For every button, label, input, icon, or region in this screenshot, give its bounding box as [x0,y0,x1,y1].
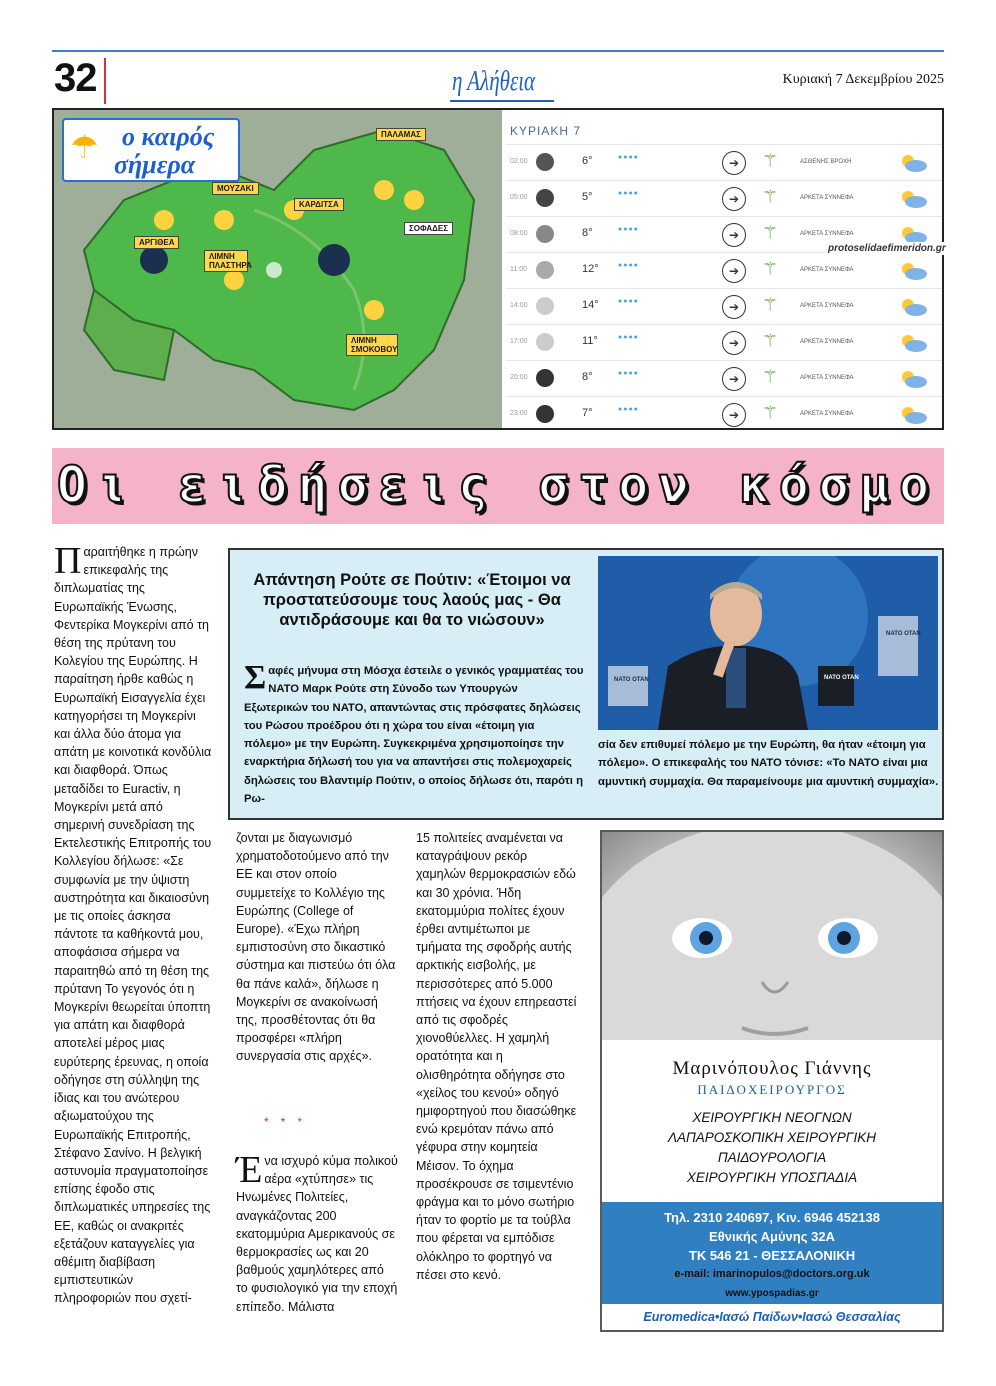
forecast-condition: ΑΡΚΕΤΑ ΣΥΝΝΕΦΑ [800,375,854,381]
windmill-icon: ⚚ [762,151,779,171]
forecast-temp: 14° [582,299,599,311]
sky-icon [536,153,554,171]
article-mogherini-continued: ζονται με διαγωνισμό χρηματοδοτούμενο από την ΕΕ και στον οποίο συμμετείχε το Κολλέγιο της Ευρώπης (College of Europe). «Έχω πλήρη εμπιστοσύνη στο δικαστικό σύστημα και πιστεύω ότι όλα θα πάνε καλά», δήλωσε η Μογκερίνι σε ανακοίνωσή της, προσθέτοντας ότι θα προσφέρει «πλήρη συνεργασία στις αρχές». [236,831,396,1064]
ad-footer: Euromedica•Ιασώ Παίδων•Ιασώ Θεσσαλίας [643,1310,901,1324]
forecast-condition: ΑΡΚΕΤΑ ΣΥΝΝΕΦΑ [800,339,854,345]
sky-icon [536,297,554,315]
address: Εθνικής Αμύνης 32Α [709,1229,835,1244]
cloud-icon [898,261,928,281]
separator-stars: *** [264,1115,315,1129]
logo-line2: σήμερα [114,150,196,179]
forecast-condition: ΑΡΚΕΤΑ ΣΥΝΝΕΦΑ [800,195,854,201]
doctor-advertisement [600,830,944,1332]
windmill-icon: ⚚ [762,403,779,423]
article-cold-wave-continued: 15 πολιτείες αναμένεται να καταγράψουν ρεκόρ χαμηλών θερμοκρασιών εδώ και 30 χρόνια. Ήδη εκατομμύρια πολίτες έχουν έρθει αντιμέτωποι με τμήματα της σφοδρής αυτής αρκτικής εισβολής, με περισσότερες από 5.000 πτήσεις να έχουν επηρεαστεί από τις σφοδρές χιονοθύελλες. Η χαμηλή ορατότητα και η ολισθηρότητα οδήγησε στο «χείλος του κενού» οδηγό ημιφορτηγού που διασώθηκε ενώ κρεμόταν πάνω από γέφυρα στην κομητεία Μέισον. Το όχημα προσέκρουσε σε τσιμεντένιο φράγμα και το μόνο σωτήριο ήταν το φορτίο με τα τούβλα που φέρεται να εμπόδισε ολόκληρο το φορτηγό να πέσει στο κενό. [416,831,577,1282]
article-text: να ισχυρό κύμα πολικού αέρα «χτύπησε» τις Ηνωμένες Πολιτείες, αναγκάζοντας 200 εκατομμύρια Αμερικανούς σε θερμοκρασίες ως και 20 βαθμούς χαμηλότερες από το φυσιολογικό για την εποχή επίπεδο. Μάλιστα [236,1154,398,1314]
rutte-photo [598,556,938,730]
forecast-condition: ΑΡΚΕΤΑ ΣΥΝΝΕΦΑ [800,231,854,237]
wind-direction-icon: ➔ [722,151,746,175]
sky-icon [536,261,554,279]
forecast-temp: 8° [582,371,593,383]
wind-direction-icon: ➔ [722,223,746,247]
nato-sign: NATO OTAN [614,677,649,683]
humidity-info: ●●●● [618,262,639,269]
forecast-condition: ΑΣΘΕΝΗΣ ΒΡΟΧΗ [800,159,852,165]
city-label: ΛΙΜΝΗ ΠΛΑΣΤΗΡΑ [204,250,248,272]
city-label: ΠΑΛΑΜΑΣ [376,128,426,141]
service-item: ΧΕΙΡΟΥΡΓΙΚΗ ΝΕΟΓΝΩΝ [692,1110,852,1125]
doctor-name: Μαρινόπουλος Γιάννης [672,1058,872,1079]
weather-logo [62,118,240,182]
forecast-temp: 12° [582,263,599,275]
sky-icon [536,369,554,387]
humidity-info: ●●●● [618,370,639,377]
forecast-time: 02:00 [510,158,528,165]
nato-body [244,659,584,808]
forecast-row [506,288,942,324]
baby-photo [602,832,942,1040]
wind-direction-icon: ➔ [722,259,746,283]
service-item: ΧΕΙΡΟΥΡΓΙΚΗ ΥΠΟΣΠΑΔΙΑ [686,1170,858,1185]
services-list [602,1108,942,1188]
nato-continued: σία δεν επιθυμεί πόλεμο με την Ευρώπη, θα ήταν «έτοιμη για πόλεμο». Ο επικεφαλής του ΝΑΤΟ τόνισε: «Το ΝΑΤΟ είναι μια αμυντική συμμαχία. Θα παραμείνουμε μια αμυντική συμμαχία». [598,739,939,788]
forecast-row [506,252,942,288]
baby-graphic [602,832,942,1040]
windmill-icon: ⚚ [762,259,779,279]
nato-headline: Απάντηση Ρούτε σε Πούτιν: «Έτοιμοι να προστατεύσουμε τους λαούς μας - Θα αντιδράσουμε και θα το νιώσουν» [253,571,571,629]
sky-icon [536,225,554,243]
cloud-icon [898,153,928,173]
windmill-icon: ⚚ [762,367,779,387]
city-label: ΚΑΡΔΙΤΣΑ [294,198,344,211]
forecast-condition: ΑΡΚΕΤΑ ΣΥΝΝΕΦΑ [800,411,854,417]
masthead-underline [450,100,554,102]
wind-direction-icon: ➔ [722,187,746,211]
forecast-time: 20:00 [510,374,528,381]
article-mogherini [54,540,212,1308]
wind-direction-icon: ➔ [722,403,746,427]
city: ΤΚ 546 21 - ΘΕΣΣΑΛΟΝΙΚΗ [688,1248,856,1263]
dropcap: Π [54,540,82,582]
service-item: ΠΑΙΔΟΥΡΟΛΟΓΙΑ [717,1150,827,1165]
weather-section [52,108,944,430]
forecast-temp: 6° [582,155,593,167]
dropcap: Σ [244,659,267,696]
cloud-icon [898,369,928,389]
forecast-time: 23:00 [510,410,528,417]
photo-graphic [598,556,938,730]
logo-line1: ο καιρός [122,122,215,151]
sky-icon [536,333,554,351]
forecast-row [506,180,942,216]
humidity-info: ●●●● [618,226,639,233]
dropcap: Έ [236,1149,263,1191]
nato-sign: NATO OTAN [824,675,859,681]
article-cold-wave [236,1149,398,1316]
website: www.ypospadias.gr [725,1288,819,1299]
forecast-time: 05:00 [510,194,528,201]
humidity-info: ●●●● [618,190,639,197]
city-label: ΑΡΓΙΘΕΑ [134,236,179,249]
service-item: ΛΑΠΑΡΟΣΚΟΠΙΚΗ ΧΕΙΡΟΥΡΓΙΚΗ [667,1130,877,1145]
forecast-temp: 7° [582,407,593,419]
contact-block [602,1202,942,1304]
page-number-bar [104,58,106,104]
windmill-icon: ⚚ [762,223,779,243]
forecast-day: ΚΥΡΙΑΚΗ 7 [510,124,582,138]
humidity-info: ●●●● [618,154,639,161]
forecast-condition: ΑΡΚΕΤΑ ΣΥΝΝΕΦΑ [800,267,854,273]
section-banner [52,448,944,524]
page-header [52,46,944,104]
windmill-icon: ⚚ [762,331,779,351]
forecast-time: 17:00 [510,338,528,345]
nato-article-box [228,548,944,820]
nato-sign: NATO OTAN [886,631,921,637]
wind-direction-icon: ➔ [722,331,746,355]
publication-date: Κυριακή 7 Δεκεμβρίου 2025 [782,72,944,87]
doctor-specialty: ΠΑΙΔΟΧΕΙΡΟΥΡΓΟΣ [697,1082,847,1097]
forecast-time: 08:00 [510,230,528,237]
forecast-temp: 8° [582,227,593,239]
section-title: Οι ειδήσεις στον κόσμο [56,456,940,514]
humidity-info: ●●●● [618,334,639,341]
forecast-temp: 5° [582,191,593,203]
cloud-icon [898,189,928,209]
header-rule [52,50,944,52]
phone: Τηλ. 2310 240697, Κιν. 6946 452138 [664,1210,880,1225]
forecast-condition: ΑΡΚΕΤΑ ΣΥΝΝΕΦΑ [800,303,854,309]
humidity-info: ●●●● [618,406,639,413]
cloud-icon [898,297,928,317]
forecast-table [506,110,942,428]
forecast-row [506,360,942,396]
sky-icon [536,189,554,207]
masthead: η Αλήθεια [452,66,536,97]
humidity-info: ●●●● [618,298,639,305]
wind-direction-icon: ➔ [722,295,746,319]
nato-text: αφές μήνυμα στη Μόσχα έστειλε ο γενικός γραμματέας του ΝΑΤΟ Μαρκ Ρούτε στη Σύνοδο των Υπουργών Εξωτερικών του ΝΑΤΟ, απαντώντας στις πρόσφατες δηλώσεις του Ρώσου προέδρου ότι η χώρα του είναι «έτοιμη για πόλεμο» με την Ευρώπη. Συγκεκριμένα χρησιμοποίησε την εναρκτήρια δήλωσή του για να απαντήσει στις πολεμοχαρείς δηλώσεις του Βλαντιμίρ Πούτιν, ο οποίος δήλωσε ότι, παρότι η Ρω- [244,665,584,806]
cloud-icon [898,405,928,425]
windmill-icon: ⚚ [762,187,779,207]
forecast-row [506,144,942,180]
page-number: 32 [54,56,97,100]
sky-icon [536,405,554,423]
forecast-time: 11:00 [510,266,527,273]
city-label: ΛΙΜΝΗ ΣΜΟΚΟΒΟΥ [346,334,398,356]
forecast-time: 14:00 [510,302,528,309]
email: e-mail: imarinopulos@doctors.org.uk [674,1268,870,1280]
article-text: αραιτήθηκε η πρώην επικεφαλής της διπλωματίας της Ευρωπαϊκής Ένωσης, Φεντερίκα Μογκερίνι από τη θέση της πρύτανη του Κολεγίου της Ευρώπης. Η παραίτηση ήρθε καθώς η Ευρωπαϊκή Εισαγγελία έχει κατηγορήσει τη Μογκερίνι και άλλα δύο άτομα για απάτη με κοινοτικά κονδύλια και διαφθορά. Όπως μεταδίδει το Euractiv, η Μογκερίνι μετά από σημερινή συνεδρίαση της Εκτελεστικής Επιτροπής του Κολλεγίου δήλωσε: «Σε συμφωνία με την ύψιστη αυστηρότητα και δικαιοσύνη με τις οποίες άσκησα πάντοτε τα καθήκοντά μου, αποφάσισα σήμερα να παραιτηθώ από τη θέση της πρύτανη Το γεγονός ότι η Μογκερίνι θεωρείται ύποπτη για απάτη και διαφθορά αποτελεί μέρος μιας ευρύτερης έρευνας, η οποία οδήγησε στη σύλληψη της ίδιας και του ανώτερου αξιωματούχου της Ευρωπαϊκής Επιτροπής, Στέφανο Σανίνο. Η βελγική αστυνομία πραγματοποίησε επίσης έφοδο στις διπλωματικές υπηρεσίες της ΕΕ, καθώς οι ανακριτές εξετάζουν καταγγελίες για αθέμιτη διαβίβαση εμπιστευτικών πληροφοριών που σχετί- [54,545,212,1306]
city-label: ΣΟΦΑΔΕΣ [404,222,453,235]
wind-direction-icon: ➔ [722,367,746,391]
city-label: ΜΟΥΖΑΚΙ [212,182,259,195]
watermark: protoselidaefimeridon.gr [828,243,946,254]
weather-map [54,110,502,428]
umbrella-sun-icon: ☂ [70,129,99,165]
forecast-row [506,324,942,360]
windmill-icon: ⚚ [762,295,779,315]
forecast-row [506,396,942,430]
cloud-icon [898,333,928,353]
forecast-temp: 11° [582,335,598,347]
